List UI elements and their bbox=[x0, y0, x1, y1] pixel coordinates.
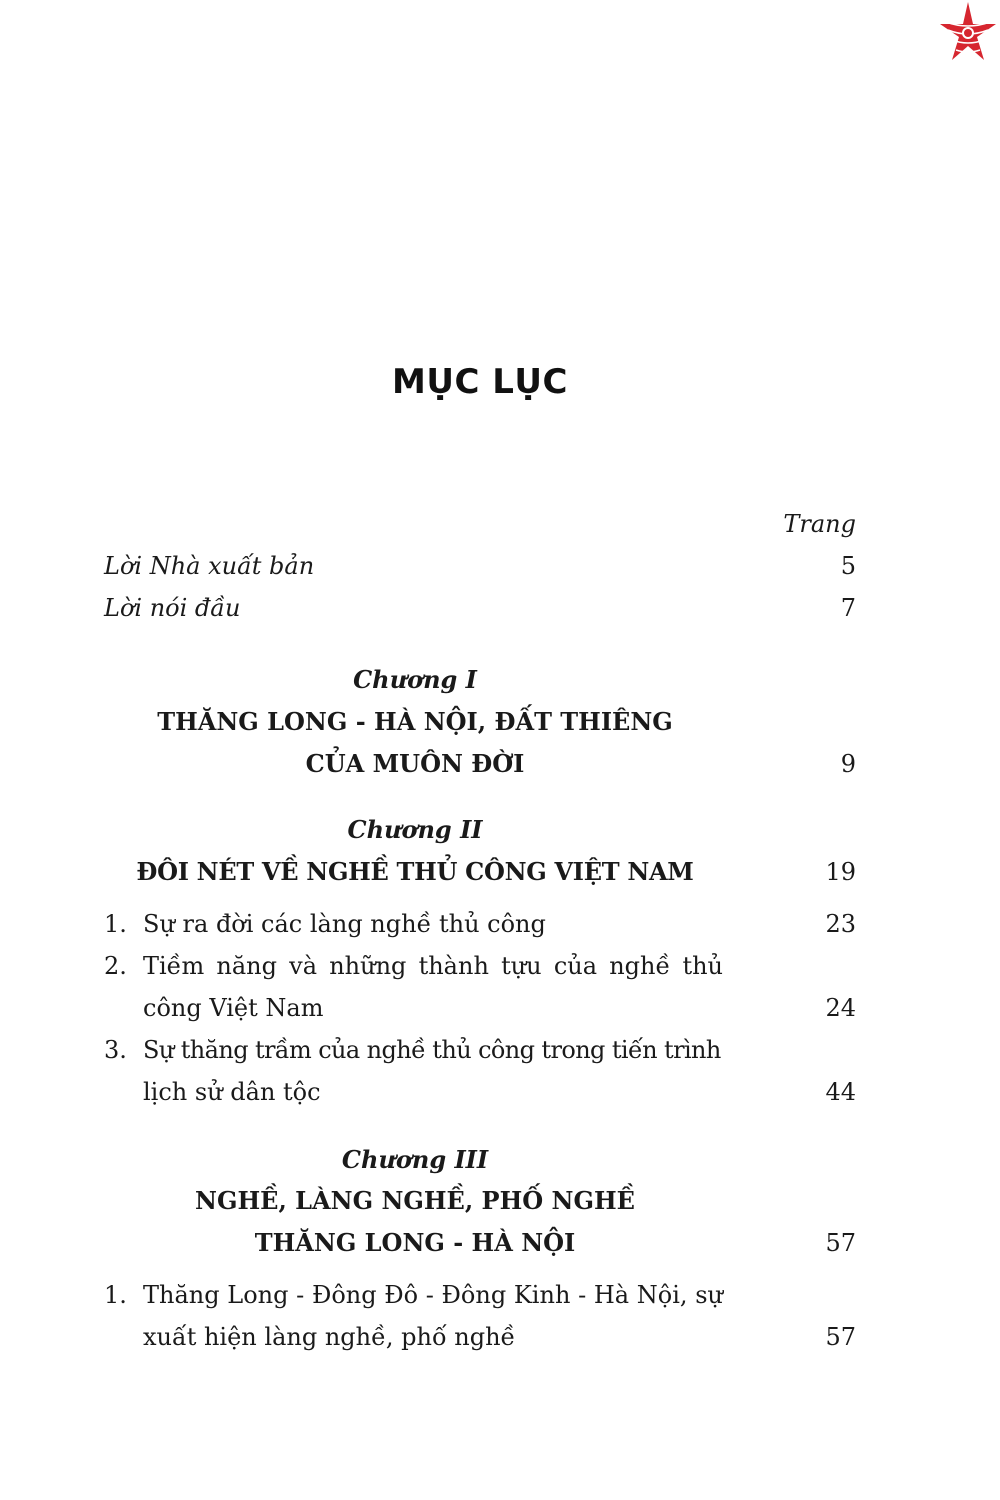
chapter-label: Chương II bbox=[347, 815, 483, 844]
toc-item-number: 1. bbox=[104, 910, 127, 938]
toc-item-page: 23 bbox=[825, 910, 856, 938]
toc-item-text: Sự thăng trầm của nghề thủ công trong tiến trình bbox=[143, 1036, 721, 1064]
chapter-page: 9 bbox=[840, 750, 856, 778]
chapter-label: Chương I bbox=[353, 665, 477, 694]
publisher-logo-icon bbox=[936, 0, 1000, 64]
chapter-page: 19 bbox=[825, 858, 856, 886]
toc-item-number: 3. bbox=[104, 1036, 127, 1064]
toc-item-text: Tiềm năng và những thành tựu của nghề thủ bbox=[143, 952, 723, 980]
toc-item-text: Sự ra đời các làng nghề thủ công bbox=[143, 910, 546, 938]
chapter-title-line: THĂNG LONG - HÀ NỘI bbox=[254, 1228, 576, 1257]
toc-entry-page: 5 bbox=[840, 552, 856, 580]
toc-item-text: Thăng Long - Đông Đô - Đông Kinh - Hà Nội, sự bbox=[143, 1281, 723, 1309]
toc-item-text: lịch sử dân tộc bbox=[143, 1078, 321, 1106]
toc-item-page: 57 bbox=[825, 1323, 856, 1351]
toc-item-text: xuất hiện làng nghề, phố nghề bbox=[143, 1323, 516, 1351]
toc-entry-page: 7 bbox=[840, 594, 856, 622]
chapter-title-line: NGHỀ, LÀNG NGHỀ, PHỐ NGHỀ bbox=[195, 1186, 635, 1215]
toc-item-page: 24 bbox=[825, 994, 856, 1022]
page-title: MỤC LỤC bbox=[392, 362, 568, 402]
chapter-title-line: ĐÔI NÉT VỀ NGHỀ THỦ CÔNG VIỆT NAM bbox=[136, 857, 694, 886]
toc-item-page: 44 bbox=[825, 1078, 856, 1106]
chapter-title-line: CỦA MUÔN ĐỜI bbox=[305, 749, 525, 778]
chapter-label: Chương III bbox=[341, 1145, 489, 1174]
toc-item-number: 2. bbox=[104, 952, 127, 980]
chapter-page: 57 bbox=[825, 1229, 856, 1257]
toc-entry-label: Lời Nhà xuất bản bbox=[104, 552, 315, 580]
page-column-header: Trang bbox=[783, 510, 856, 538]
toc-item-text: công Việt Nam bbox=[143, 994, 324, 1022]
toc-item-number: 1. bbox=[104, 1281, 127, 1309]
chapter-title-line: THĂNG LONG - HÀ NỘI, ĐẤT THIÊNG bbox=[157, 707, 673, 736]
toc-entry-label: Lời nói đầu bbox=[104, 594, 241, 622]
